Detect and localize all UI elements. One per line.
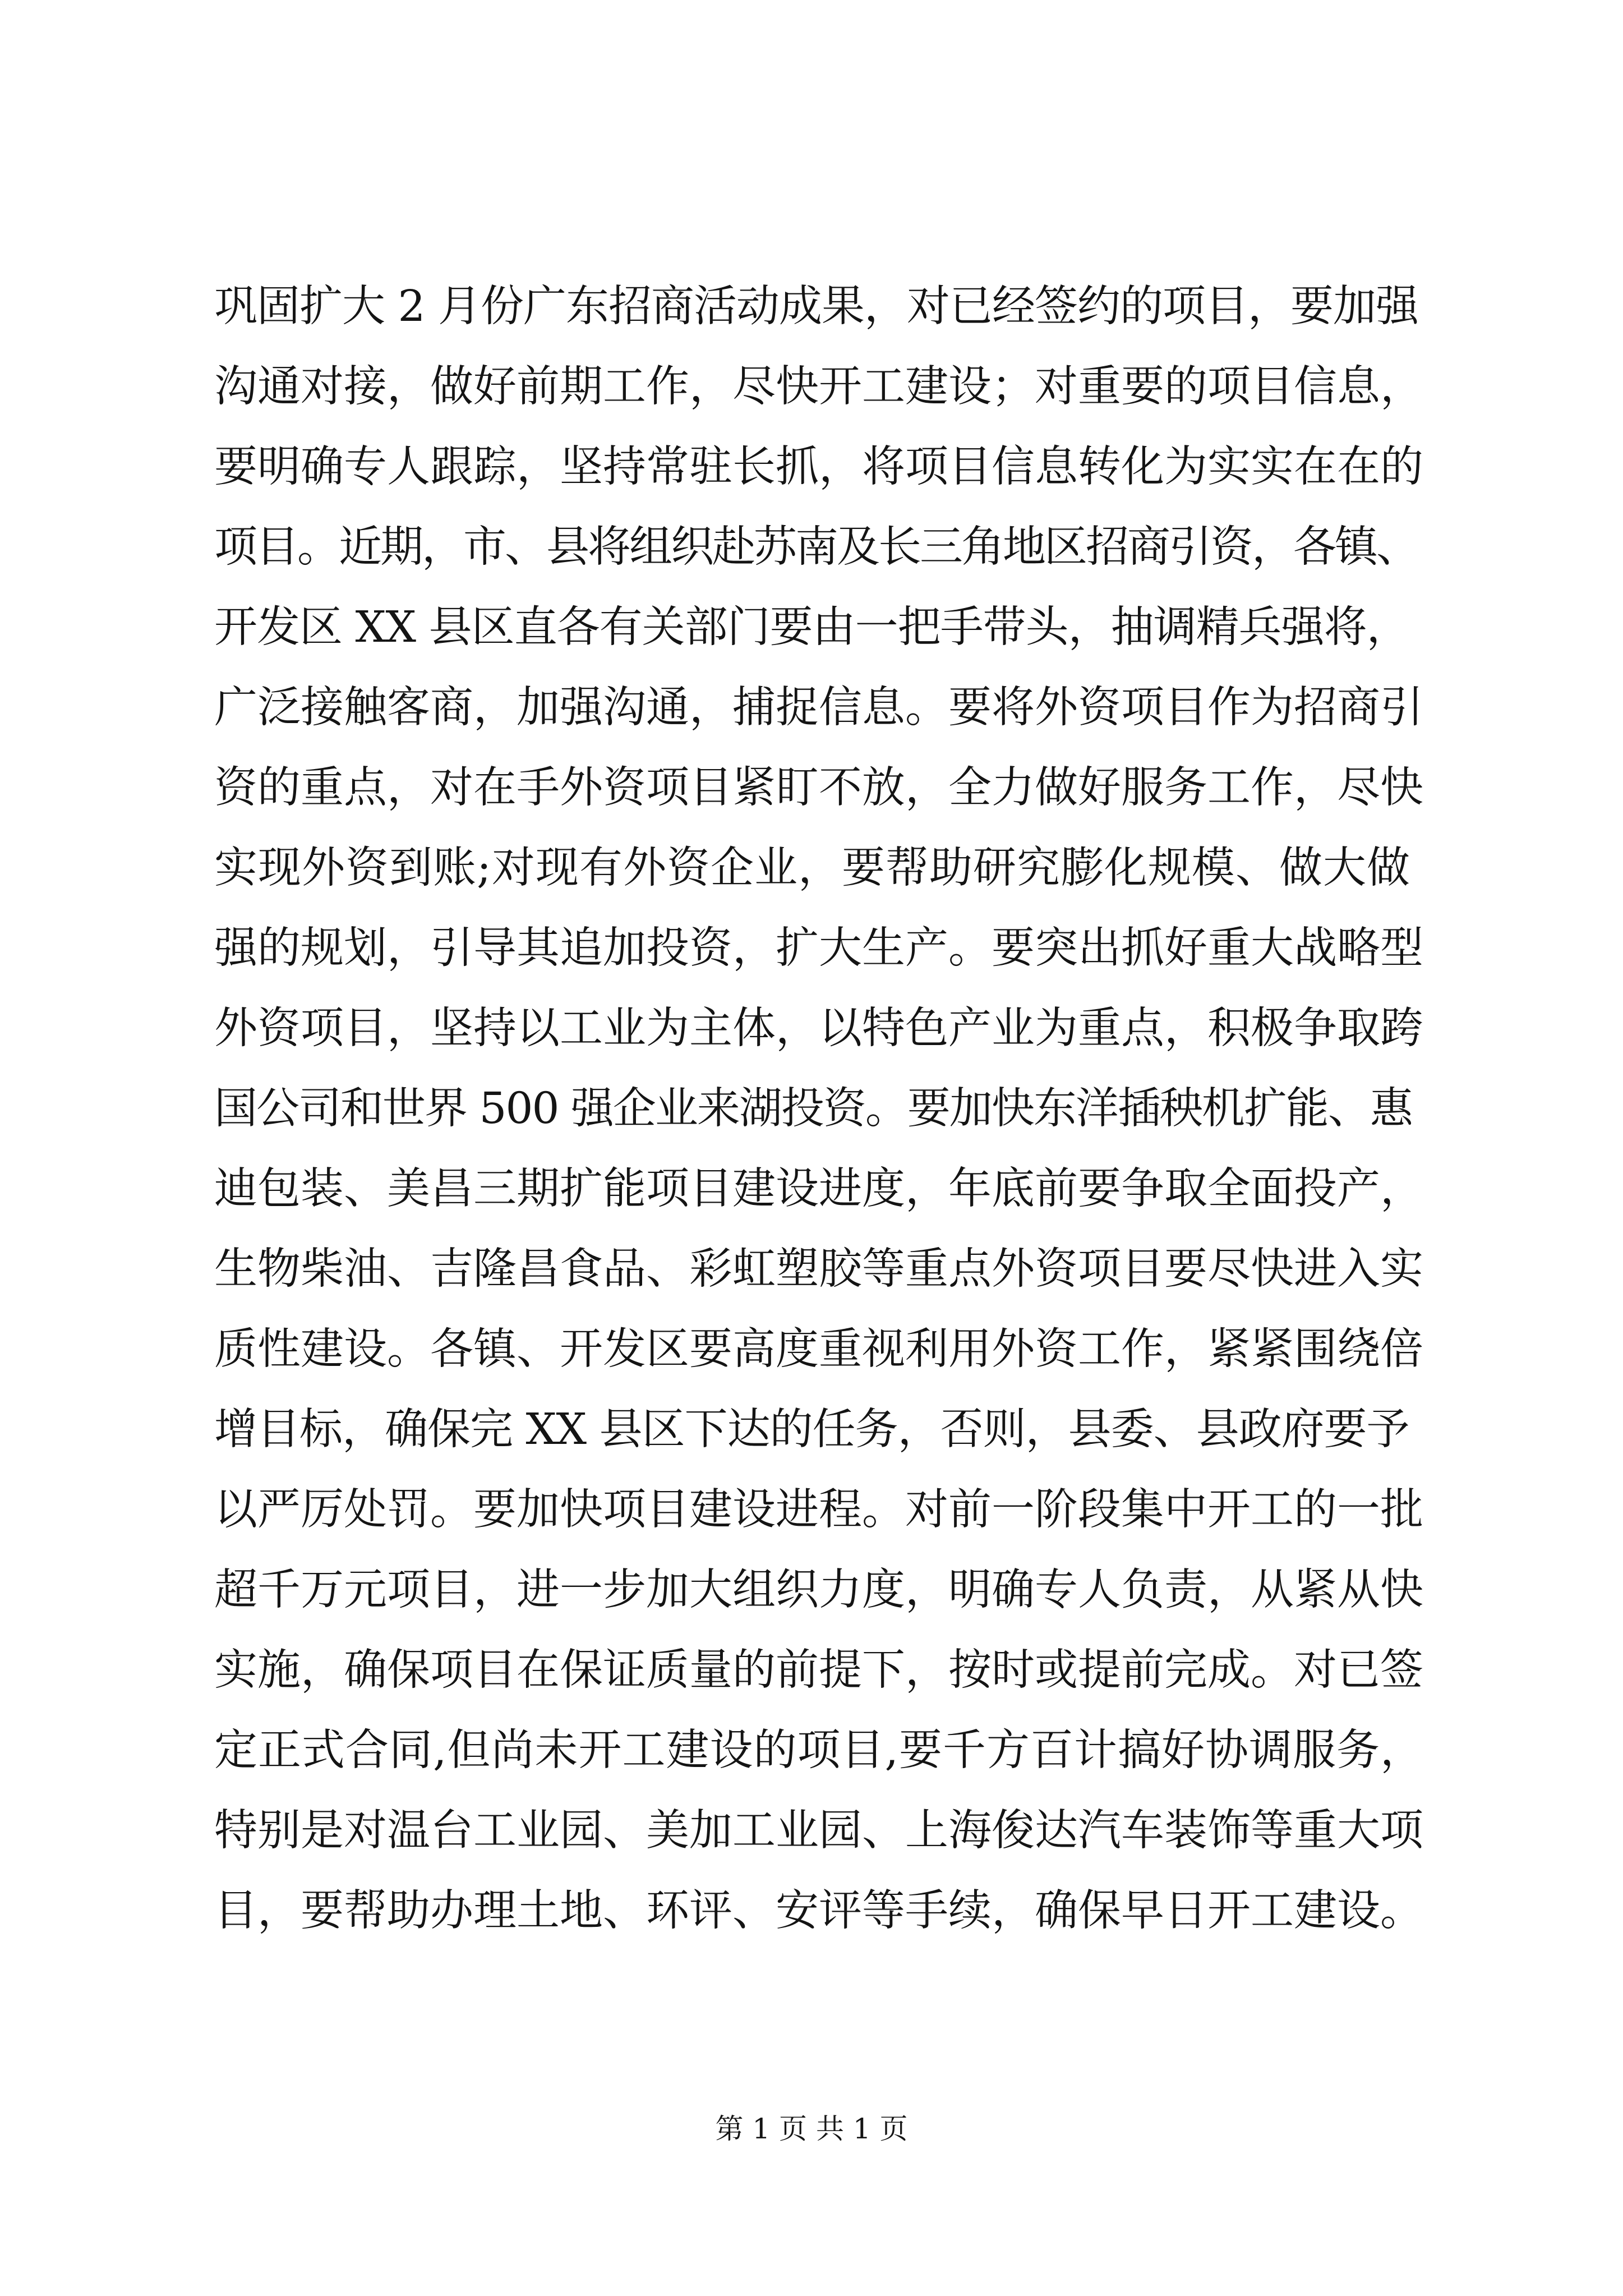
text-line: 外资项目，坚持以工业为主体，以特色产业为重点，积极争取跨 [214,1004,1423,1053]
text-line: 超千万元项目，进一步加大组织力度，明确专人负责，从紧从快 [214,1565,1423,1615]
text-line: 迪包装、美昌三期扩能项目建设进度，年底前要争取全面投产， [214,1164,1423,1214]
text-line: 质性建设。各镇、开发区要高度重视利用外资工作，紧紧围绕倍 [214,1324,1423,1374]
page-number-footer: 第 1 页 共 1 页 [715,2113,908,2145]
text-line: 以严厉处罚。要加快项目建设进程。对前一阶段集中开工的一批 [214,1485,1423,1535]
text-line: 项目。近期，市、县将组织赴苏南及长三角地区招商引资，各镇、 [214,522,1418,572]
text-line: 广泛接触客商，加强沟通，捕捉信息。要将外资项目作为招商引 [214,683,1423,733]
text-line: 资的重点，对在手外资项目紧盯不放，全力做好服务工作，尽快 [214,763,1423,813]
text-line: 目，要帮助办理土地、环评、安评等手续，确保早日开工建设。 [214,1886,1423,1936]
text-line: 生物柴油、吉隆昌食品、彩虹塑胶等重点外资项目要尽快进入实 [214,1244,1423,1294]
body-paragraph [214,266,1426,1951]
text-line: 实施，确保项目在保证质量的前提下，按时或提前完成。对已签 [214,1645,1423,1695]
text-line: 强的规划，引导其追加投资，扩大生产。要突出抓好重大战略型 [214,923,1423,973]
text-line: 国公司和世界 500 强企业来湖投资。要加快东洋插秧机扩能、惠 [214,1084,1412,1134]
text-line: 巩固扩大 2 月份广东招商活动成果，对已经签约的项目，要加强 [214,282,1418,332]
text-line: 增目标，确保完 XX 县区下达的任务，否则，县委、县政府要予 [214,1405,1409,1455]
text-line: 实现外资到账;对现有外资企业，要帮助研究膨化规模、做大做 [214,843,1410,893]
text-line: 特别是对温台工业园、美加工业园、上海俊达汽车装饰等重大项 [214,1806,1423,1856]
text-line: 要明确专人跟踪，坚持常驻长抓，将项目信息转化为实实在在的 [214,442,1423,492]
text-line: 沟通对接，做好前期工作，尽快开工建设；对重要的项目信息， [214,362,1423,412]
text-line: 定正式合同,但尚未开工建设的项目,要千方百计搞好协调服务， [214,1726,1424,1775]
text-line: 开发区 XX 县区直各有关部门要由一把手带头，抽调精兵强将， [214,602,1409,652]
